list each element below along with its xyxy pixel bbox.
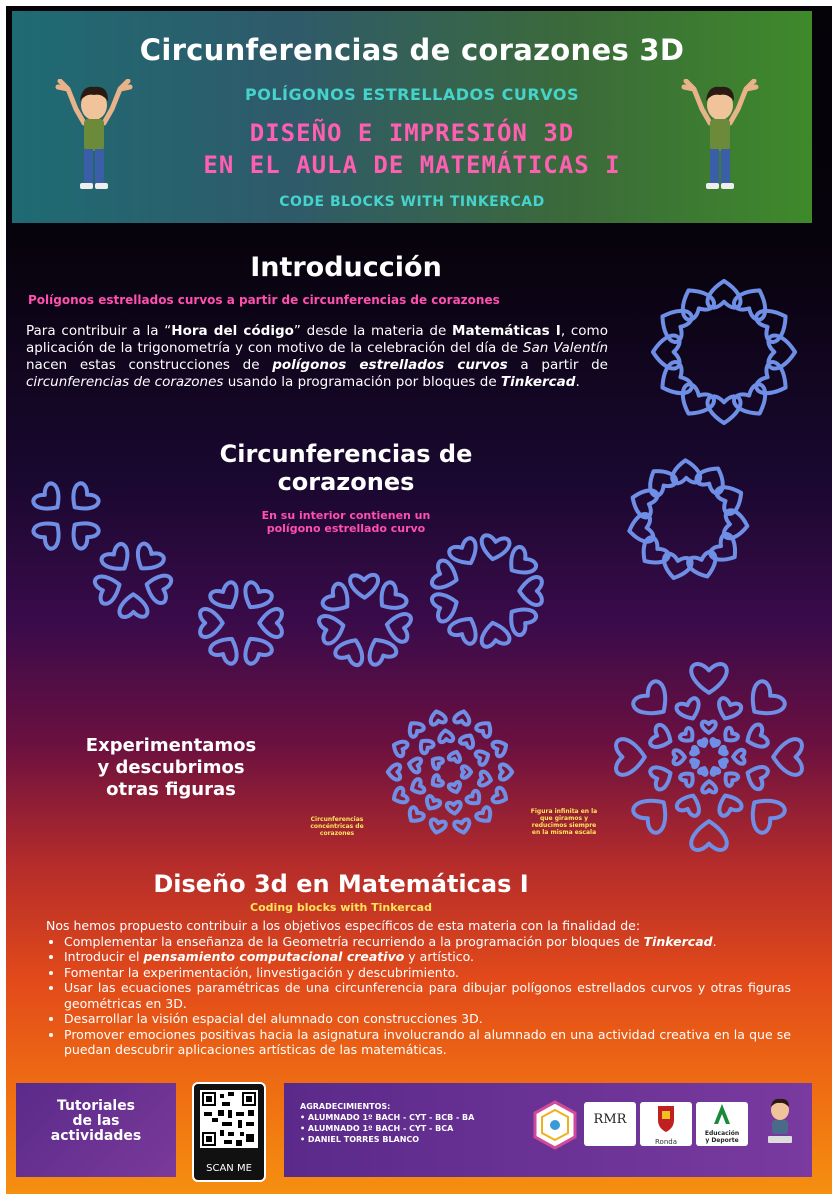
heart-shape (631, 790, 676, 835)
heart-shape (384, 611, 412, 643)
circles-title: Circunferencias de corazones (219, 440, 473, 496)
header-subtitle: POLÍGONOS ESTRELLADOS CURVOS (245, 85, 579, 104)
heart-shape (65, 515, 101, 551)
heart-shape (318, 612, 347, 645)
list-item: • Usar las ecuaciones paramétricas de una circunferencia para dibujar polígonos estrellados curvos y otras figuras geométricas en 3D. (64, 980, 791, 1011)
heart-shape (429, 819, 447, 834)
heart-shape (754, 302, 794, 344)
heart-ring (318, 575, 412, 667)
heart-shape (742, 679, 787, 724)
qr-code-card[interactable] (192, 1082, 266, 1182)
heart-shape (743, 762, 769, 790)
thanks-item: • ALUMNADO 1º BACH - CYT - BCB - BA (300, 1113, 475, 1122)
heart-shape (391, 787, 409, 806)
heart-shape (733, 750, 744, 764)
heart-shape (208, 581, 244, 615)
heart-shape (479, 771, 493, 787)
heart-shape (719, 758, 728, 767)
poster-title: Circunferencias de corazones 3D (139, 33, 685, 67)
tutorials-box: Tutoriales de las actividades (16, 1083, 176, 1177)
thanks-item: • ALUMNADO 1º BACH - CYT - BCA (300, 1124, 454, 1133)
heart-shape (691, 758, 700, 767)
school-logo-icon (530, 1100, 580, 1150)
heart-ring (408, 730, 493, 815)
heart-shape (31, 481, 67, 517)
heart-shape (405, 719, 425, 738)
design-subtitle: Coding blocks with Tinkercad (250, 901, 432, 914)
intro-title: Introducción (250, 252, 442, 283)
heart-ring (388, 710, 512, 835)
author-avatar-icon (762, 1096, 798, 1146)
header-tagline-1: DISEÑO E IMPRESIÓN 3D (249, 119, 575, 147)
heart-shape (676, 791, 704, 817)
heart-shape (350, 575, 378, 598)
heart-ring (616, 664, 802, 850)
heart-shape (429, 755, 443, 770)
design-body: Nos hemos propuesto contribuir a los objetivos específicos de esta materia con la finalidad de: • Complementar la enseñanza de la Geometría recurriendo a la programación por bloques de Tinkercad. • Introducir el pensamiento computacional creativo y artístico. • Fomentar la experimentación, linvestigación y descubrimiento. • Usar las ecuaciones paramétricas de una circunferencia para dibujar polígonos estrellados curvos y otras figuras geométricas en 3D. • Desarrollar la visión espacial del alumnado con construcciones 3D. • Promover emociones positivas hacia la asignatura involucrando al alumnado en una actividad creativa en la que se puedan descubrir aplicaciones artísticas de las matemáticas. (46, 918, 791, 1058)
heart-shape (459, 732, 477, 749)
heart-shape (409, 778, 425, 795)
heart-shape (674, 750, 685, 764)
heart-shape (754, 360, 794, 402)
heart-shape (710, 766, 719, 775)
header-code-blocks: CODE BLOCKS WITH TINKERCAD (279, 194, 545, 210)
heart-shape (431, 559, 462, 593)
thanks-title: AGRADECIMIENTOS: (300, 1102, 391, 1111)
heart-shape (479, 620, 510, 647)
heart-shape (691, 747, 700, 756)
heart-shape (721, 727, 739, 745)
heart-shape (732, 382, 774, 422)
ronda-shield-icon (640, 1102, 692, 1134)
list-item: • Introducir el pensamiento computacional creativo y artístico. (64, 949, 791, 965)
heart-shape (718, 746, 727, 755)
heart-shape (334, 635, 369, 667)
heart-shape (714, 697, 742, 723)
heart-shape (702, 722, 716, 733)
heart-shape (631, 679, 676, 724)
list-item: • Promover emociones positivas hacia la asignatura involucrando al alumnado en una actividad creativa en la que se puedan descubrir aplicaciones artísticas de las matemáticas. (64, 1027, 791, 1058)
heart-shape (500, 764, 512, 779)
heart-shape (616, 739, 645, 775)
heart-shape (519, 577, 542, 605)
tutorials-label: Tutoriales (56, 1098, 136, 1114)
caption-infinite: Figura infinita en la que giramos y reducimos siempre en la misma escala (530, 808, 598, 836)
heart-ring (674, 722, 745, 793)
heart-shape (466, 790, 484, 808)
poster (6, 6, 832, 1194)
heart-shape (773, 739, 802, 775)
heart-shape (130, 542, 166, 577)
heart-shape (94, 571, 124, 605)
heart-shape (742, 790, 787, 835)
heart-shape (674, 282, 716, 322)
heart-shape (675, 697, 703, 723)
heart-shape (699, 767, 708, 776)
thanks-item: • DANIEL TORRES BLANCO (300, 1135, 420, 1144)
heart-shape (691, 821, 727, 850)
list-item: • Desarrollar la visión espacial del alumnado con construcciones 3D. (64, 1011, 791, 1027)
heart-shape (259, 609, 282, 637)
heart-ring (200, 581, 282, 666)
heart-ring (94, 542, 173, 617)
heart-shape (238, 581, 274, 615)
heart-shape (492, 787, 510, 806)
list-item: • Complementar la enseñanza de la Geometría recurriendo a la programación por bloques de Tinkercad. (64, 934, 791, 950)
heart-shape (448, 750, 462, 762)
intro-paragraph: Para contribuir a la “Hora del código” desde la materia de Matemáticas I, como aplicación de la trigonometría y con motivo de la celebración del día de San Valentín nacen estas construcciones de polígonos estrellados curvos a partir de circunferencias de corazones usando la programación por bloques de Tinkercad. (26, 323, 608, 390)
objectives-list (46, 934, 791, 1058)
header-tagline-2: EN EL AULA DE MATEMÁTICAS I (203, 151, 621, 179)
heart-shape (691, 664, 727, 693)
heart-shape (31, 515, 67, 551)
heart-shape (431, 589, 462, 623)
heart-ring (653, 281, 795, 423)
heart-shape (479, 534, 510, 561)
junta-logo: Educación y Deporte (696, 1102, 748, 1146)
heart-shape (208, 632, 244, 666)
heart-shape (119, 594, 147, 617)
heart-ring (429, 750, 471, 794)
heart-shape (429, 774, 443, 789)
heart-shape (408, 757, 422, 773)
heart-shape (429, 710, 447, 725)
heart-shape (475, 748, 491, 765)
circles-subtitle: En su interior contienen un polígono estrellado curvo (261, 509, 431, 535)
heart-shape (454, 819, 472, 834)
heart-shape (710, 739, 719, 748)
heart-shape (475, 806, 495, 825)
intro-subtitle: Polígonos estrellados curvos a partir de circunferencias de corazones (28, 293, 500, 307)
heart-shape (649, 724, 675, 752)
heart-shape (388, 764, 400, 779)
heart-shape (100, 542, 136, 577)
heart-shape (654, 360, 694, 402)
heart-shape (679, 769, 697, 787)
heart-shape (438, 730, 453, 743)
heart-shape (447, 802, 462, 815)
heart-shape (721, 769, 739, 787)
heart-shape (200, 609, 223, 637)
caption-concentric: Circunferencias concéntricas de corazones (310, 816, 364, 837)
heart-shape (679, 727, 697, 745)
heart-shape (492, 738, 510, 757)
heart-shape (143, 571, 173, 604)
heart-shape (674, 382, 716, 422)
heart-shape (732, 282, 774, 322)
heart-shape (649, 763, 675, 791)
heart-shape (702, 781, 716, 792)
heart-ring (691, 739, 727, 775)
heart-shape (391, 738, 409, 757)
junta-emblem-icon (696, 1102, 748, 1126)
heart-shape (698, 739, 707, 748)
design-title: Diseño 3d en Matemáticas I (153, 870, 529, 898)
heart-shape (654, 302, 694, 344)
heart-shape (715, 791, 743, 817)
qr-code-icon[interactable] (200, 1090, 258, 1148)
ronda-logo: Ronda (640, 1102, 692, 1146)
list-item: • Fomentar la experimentación, linvestigación y descubrimiento. (64, 965, 791, 981)
scan-me-label: SCAN ME (206, 1163, 252, 1174)
heart-ring (431, 534, 542, 647)
heart-shape (417, 736, 435, 754)
heart-ring (31, 481, 100, 550)
heart-shape (454, 710, 472, 725)
experiment-title: Experimentamos y descubrimos otras figuras (85, 735, 257, 800)
heart-ring (649, 697, 769, 817)
heart-shape (743, 723, 769, 751)
heart-shape (448, 782, 462, 794)
heart-shape (238, 632, 274, 666)
heart-ring (627, 460, 749, 582)
heart-shape (475, 719, 495, 738)
heart-shape (65, 481, 101, 517)
heart-shape (462, 766, 471, 777)
heart-shape (405, 806, 425, 825)
rmr-logo: RMR (584, 1102, 636, 1146)
heart-shape (423, 795, 441, 812)
